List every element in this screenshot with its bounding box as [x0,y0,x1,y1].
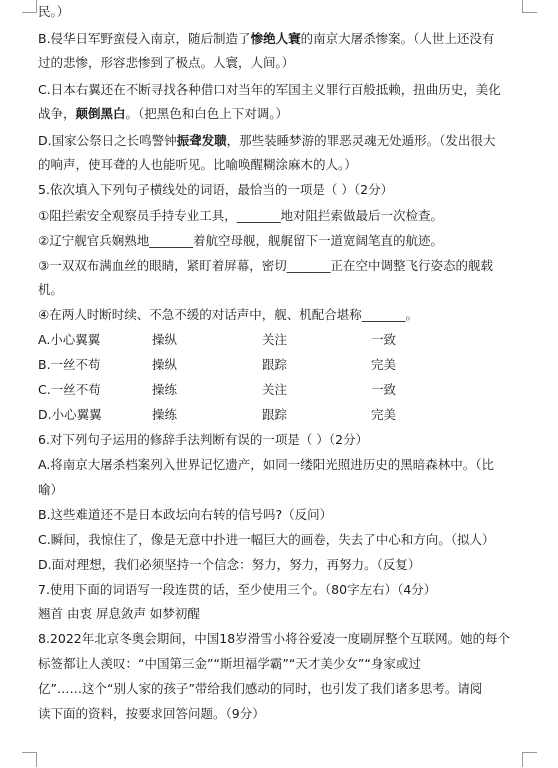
option-c-line: C.瞬间，我惊住了，像是无意中扑进一幅巨大的画卷，失去了中心和方向。（拟人） [38,532,495,547]
text: B.侵华日军野蛮侵入南京，随后制造了 [38,31,251,46]
word-list: 翘首 由衷 屏息敛声 如梦初醒 [38,606,200,621]
text: 战争， [38,106,76,121]
corner-mark-bottom-right [522,752,537,767]
option-word: 一致 [371,382,397,397]
option-label: D.小心翼翼 [38,407,102,422]
text: 的南京大屠杀惨案。（人世上还没有 [300,31,495,46]
option-label: A.小心翼翼 [38,332,101,347]
sentence-4: ④在两人时断时续、不急不缓的对话声中，舰、机配合堪称_______。 [38,307,418,322]
question-6: 6.对下列句子运用的修辞手法判断有误的一项是（ ）（2分） [38,432,369,447]
text-line: 民。） [38,4,70,19]
text-line: 喻） [38,482,64,497]
question-5: 5.依次填入下列句子横线处的词语，最恰当的一项是（ ）（2分） [38,182,394,197]
text-line: 机。 [38,282,64,297]
text-line [38,106,288,121]
option-c-line: C.日本右翼还在不断寻找各种借口对当年的军国主义罪行百般抵赖，扭曲历史，美化 [38,82,501,97]
option-word: 完美 [371,407,397,422]
option-word: 操纵 [152,357,178,372]
option-b-line [38,31,494,46]
text-line: 读下面的资料，按要求回答问题。（9分） [38,706,265,721]
option-word: 完美 [371,357,397,372]
corner-mark-top-left [22,0,37,13]
option-word: 一致 [371,332,397,347]
option-word: 操练 [152,382,178,397]
option-label: B.一丝不苟 [38,357,101,372]
option-b-line: B.这些难道还不是日本政坛向右转的信号吗?（反问） [38,507,333,522]
corner-mark-top-right [522,0,537,13]
bold-term: 颠倒黑白 [75,106,126,121]
question-7: 7.使用下面的词语写一段连贯的话，至少使用三个。（80字左右）（4分） [38,582,437,597]
sentence-1: ①阻拦索安全观察员手持专业工具，_______地对阻拦索做最后一次检查。 [38,208,443,223]
text-line: 亿”……这个“别人家的孩子”带给我们感动的同时，也引发了我们诸多思考。请阅 [38,681,483,696]
option-word: 操纵 [152,332,178,347]
text-line: 过的悲惨，形容悲惨到了极点。人寰，人间。） [38,55,295,70]
option-word: 关注 [262,382,288,397]
text-line: 标签都让人羡叹：“中国第三金”“斯坦福学霸”“天才美少女”“身家或过 [38,656,421,671]
bold-term: 振聋发聩 [176,133,227,148]
text: 。（把黑色和白色上下对调。） [125,106,289,121]
option-d-line [38,133,495,148]
option-a-line: A.将南京大屠杀档案列入世界记忆遗产，如同一缕阳光照进历史的黑暗森林中。（比 [38,457,495,472]
text: D.国家公祭日之长鸣警钟 [38,133,177,148]
sentence-3: ③一双双布满血丝的眼睛，紧盯着屏幕，密切_______正在空中调整飞行姿态的舰载 [38,258,493,273]
bold-term: 惨绝人寰 [250,31,301,46]
option-word: 关注 [262,332,288,347]
option-label: C.一丝不苟 [38,382,101,397]
option-word: 跟踪 [262,407,288,422]
corner-mark-bottom-left [22,752,37,767]
text: ，那些装睡梦游的罪恶灵魂无处遁形。（发出很大 [226,133,496,148]
text-line: 的响声，使耳聋的人也能听见。比喻唤醒糊涂麻木的人。） [38,157,357,172]
question-8: 8.2022年北京冬奥会期间，中国18岁滑雪小将谷爱凌一度刷屏整个互联网。她的每个 [38,631,511,646]
sentence-2: ②辽宁舰官兵娴熟地_______着航空母舰，舰艉留下一道宽阔笔直的航迹。 [38,233,443,248]
option-word: 跟踪 [262,357,288,372]
option-word: 操练 [152,407,178,422]
option-d-line: D.面对理想，我们必须坚持一个信念：努力，努力，再努力。（反复） [38,557,421,572]
